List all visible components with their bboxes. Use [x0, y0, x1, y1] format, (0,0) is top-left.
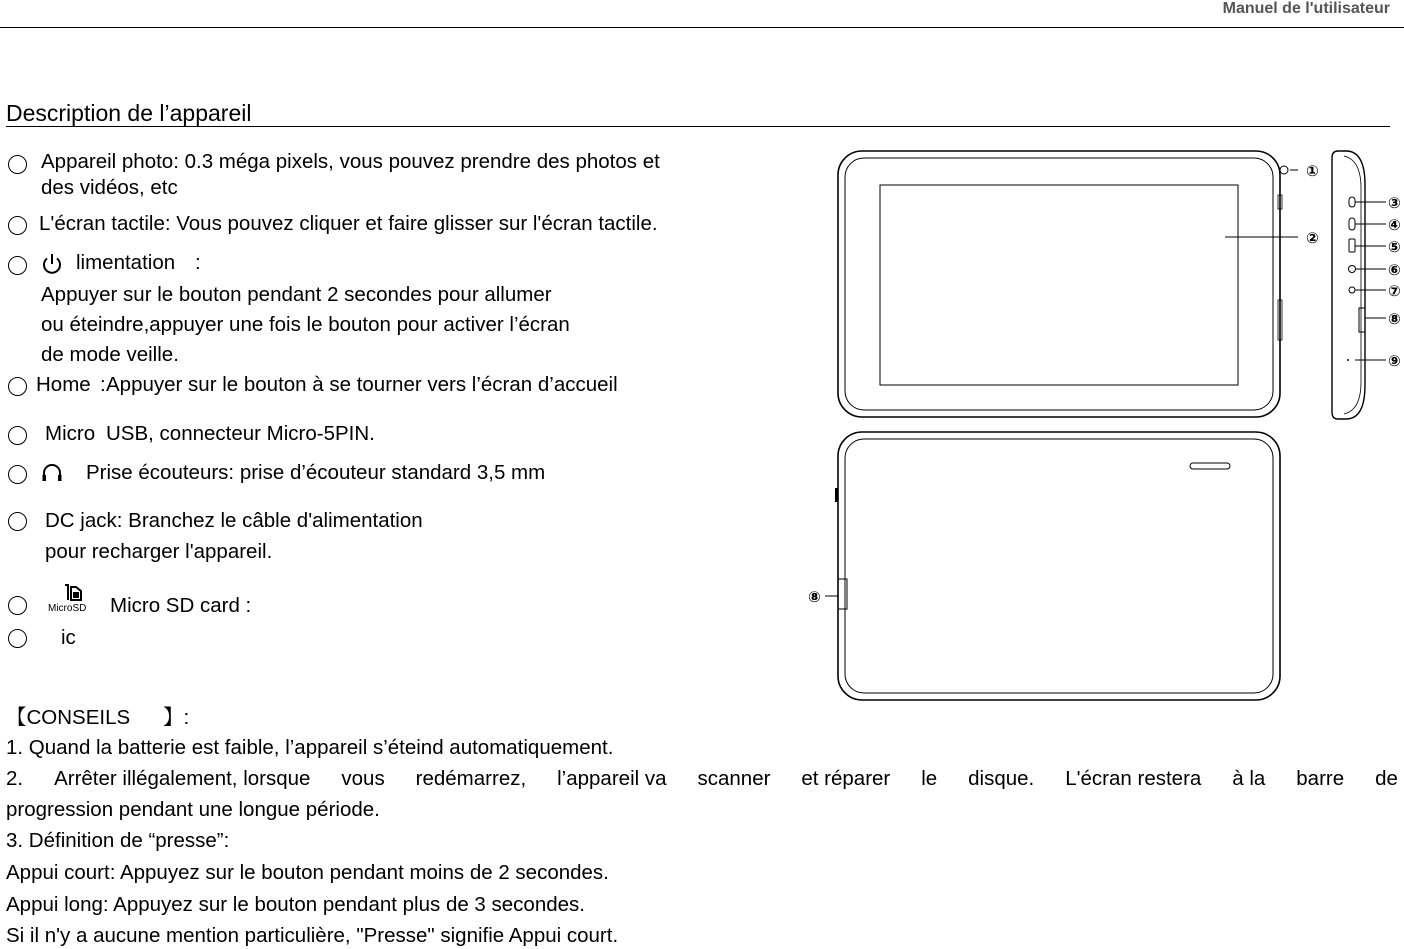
bullet-circle [8, 216, 27, 235]
bullet-circle [8, 426, 27, 445]
tips-line5: Appui court: Appuyez sur le bouton pendant moins de 2 secondes. [6, 861, 609, 884]
tips-line3: progression pendant une longue période. [6, 798, 380, 821]
callout-7: ⑦ [1388, 282, 1401, 300]
bullet-circle [8, 377, 27, 396]
bullet-circle [8, 465, 27, 484]
home-colon: : [100, 373, 106, 396]
microsd-text: Micro SD card : [110, 594, 252, 617]
sdcard-icon [62, 584, 86, 602]
callout-1: ① [1306, 162, 1319, 180]
mic-text: ic [61, 626, 76, 649]
bullet-circle [8, 155, 27, 174]
bullet-circle [8, 512, 27, 531]
bullet-circle [8, 256, 27, 275]
tips-word: de [1375, 767, 1398, 790]
callout-3: ③ [1388, 194, 1401, 212]
tips-word: 2. [6, 767, 24, 790]
tips-word: barre [1296, 767, 1345, 790]
headphone-icon [40, 462, 64, 484]
callout-5: ⑤ [1388, 238, 1401, 256]
tablet-side [1332, 151, 1365, 419]
dcjack-line2: pour recharger l'appareil. [45, 540, 273, 563]
tips-word: le [921, 767, 938, 790]
power-colon: : [195, 251, 201, 274]
home-text: Appuyer sur le bouton à se tourner vers l’écran d’accueil [106, 373, 618, 396]
callout-8-back: ⑧ [808, 588, 821, 606]
power-icon [40, 252, 64, 276]
device-diagram [808, 140, 1404, 710]
callout-2: ② [1306, 229, 1319, 247]
earphone-text: Prise écouteurs: prise d’écouteur standard 3,5 mm [86, 461, 546, 484]
tips-line2 [6, 767, 1398, 791]
tips-word: l’appareil va [557, 767, 667, 790]
bullet-circle [8, 596, 27, 615]
tips-heading-close: 】: [163, 706, 190, 729]
tips-word: Arrêter illégalement, lorsque [54, 767, 311, 790]
tips-line4: 3. Définition de “presse”: [6, 829, 230, 852]
callout-6: ⑥ [1388, 261, 1401, 279]
tips-word: à la [1232, 767, 1266, 790]
tips-heading-open: 【CONSEILS [6, 706, 131, 729]
tips-word: L'écran restera [1065, 767, 1202, 790]
tablet-front [838, 151, 1288, 417]
header-title: Manuel de l'utilisateur [1222, 0, 1390, 17]
callout-4: ④ [1388, 216, 1401, 234]
header-rule [0, 27, 1404, 28]
power-line1: Appuyer sur le bouton pendant 2 secondes pour allumer [41, 283, 552, 306]
usb-text: USB, connecteur Micro-5PIN. [106, 422, 375, 445]
power-line2: ou éteindre,appuyer une fois le bouton pour activer l’écran [41, 313, 570, 336]
tips-line7: Si il n'y a aucune mention particulière, "Presse" signifie Appui court. [6, 924, 619, 947]
power-line3: de mode veille. [41, 343, 179, 366]
tips-word: et réparer [801, 767, 891, 790]
tips-word: redémarrez, [415, 767, 527, 790]
usb-prefix: Micro [45, 422, 96, 445]
tips-line1: 1. Quand la batterie est faible, l’appareil s’éteind automatiquement. [6, 736, 614, 759]
tips-line6: Appui long: Appuyez sur le bouton pendant plus de 3 secondes. [6, 893, 585, 916]
camera-line2: des vidéos, etc [41, 176, 178, 199]
section-rule [6, 126, 1390, 127]
touchscreen-text: L'écran tactile: Vous pouvez cliquer et faire glisser sur l'écran tactile. [39, 212, 658, 235]
home-label: Home [36, 373, 91, 396]
callout-8: ⑧ [1388, 310, 1401, 328]
bullet-circle [8, 629, 27, 648]
tips-word: disque. [968, 767, 1035, 790]
tablet-back [835, 432, 1280, 700]
dcjack-line1: DC jack: Branchez le câble d'alimentation [45, 509, 423, 532]
tips-word: scanner [697, 767, 771, 790]
camera-line1: Appareil photo: 0.3 méga pixels, vous pouvez prendre des photos et [41, 150, 660, 173]
callout-9: ⑨ [1388, 352, 1401, 370]
microsd-icon-caption: MicroSD [48, 603, 87, 614]
section-title: Description de l’appareil [6, 100, 252, 126]
power-label: limentation [76, 251, 176, 274]
tips-word: vous [341, 767, 385, 790]
